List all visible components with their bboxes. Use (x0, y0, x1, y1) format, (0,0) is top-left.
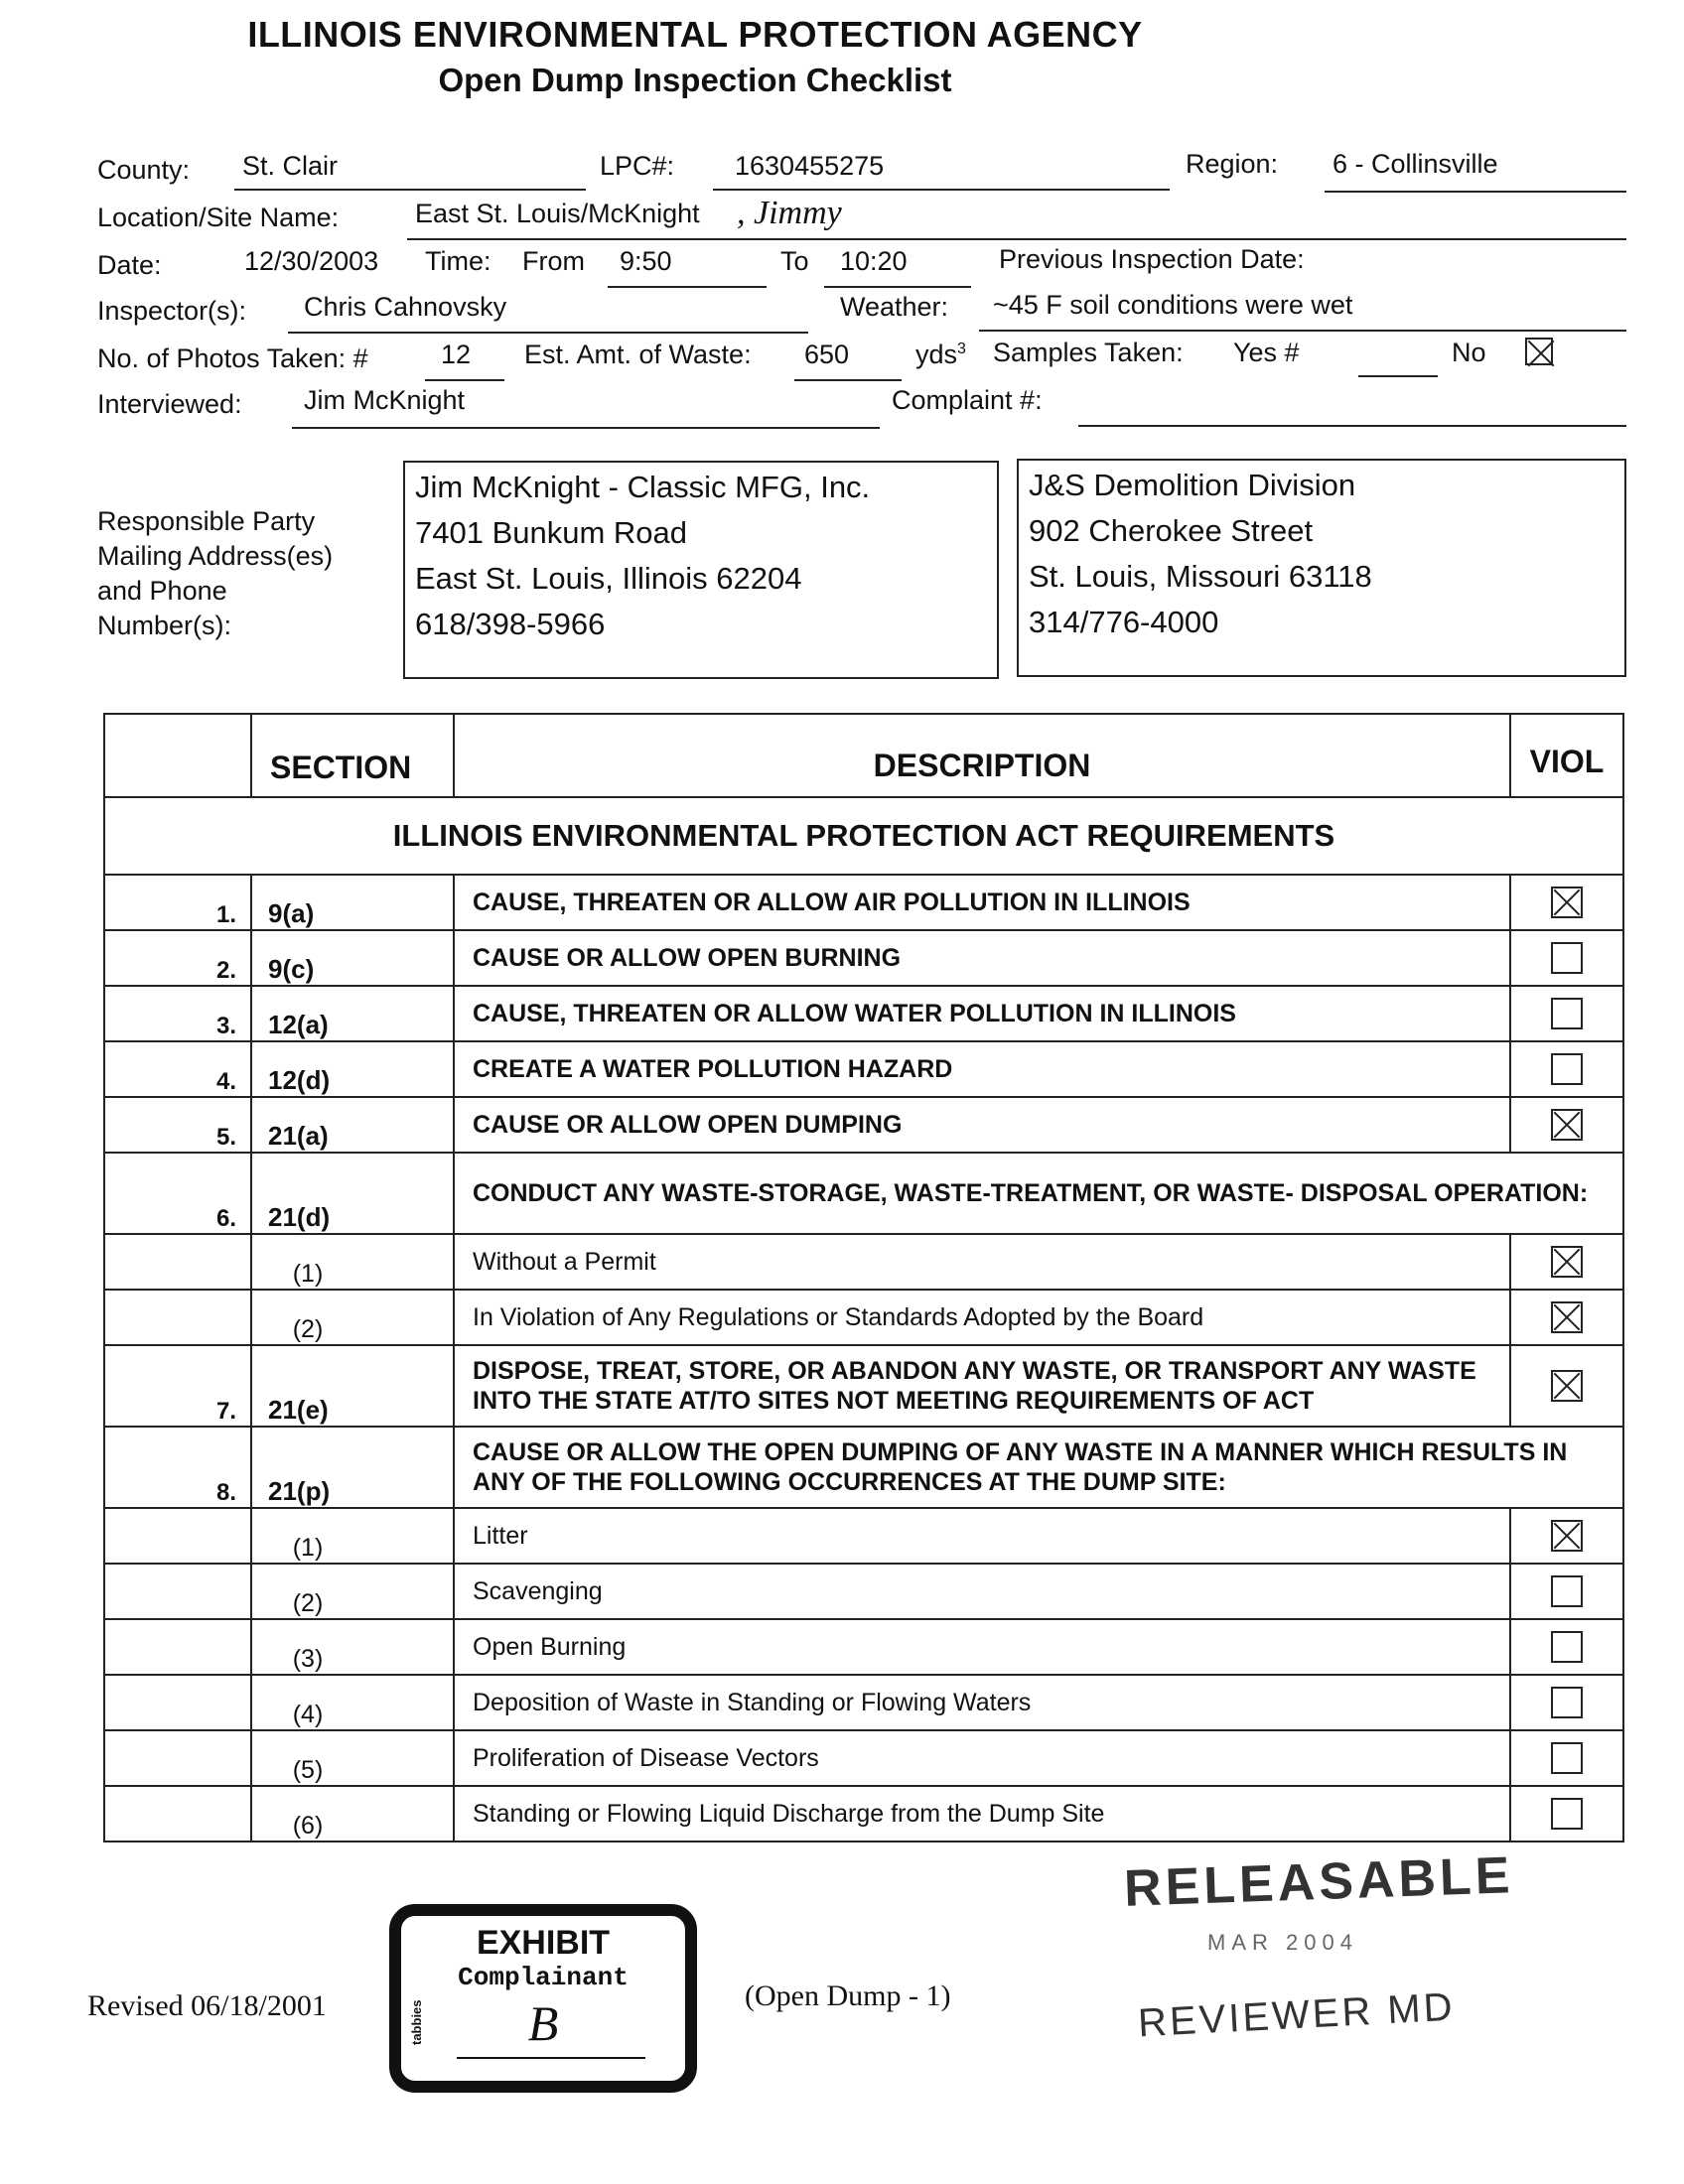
row-description: Without a Permit (454, 1234, 1510, 1290)
requirements-table (103, 713, 1624, 1843)
county-label: County: (97, 155, 191, 185)
row-viol-cell (1510, 1041, 1623, 1097)
table-row (104, 1153, 1623, 1234)
row-number (104, 1290, 251, 1345)
header-description: DESCRIPTION (454, 714, 1510, 797)
interviewed-label: Interviewed: (97, 389, 242, 419)
weather-value: ~45 F soil conditions were wet (993, 290, 1353, 320)
weather-label: Weather: (840, 292, 949, 322)
table-row (104, 875, 1623, 930)
exhibit-sticker (389, 1904, 697, 2093)
row-number: 8. (104, 1427, 251, 1508)
party1-phone: 618/398-5966 (415, 607, 606, 641)
stamp-date: MAR 2004 (1207, 1930, 1358, 1955)
violation-checkbox[interactable] (1551, 1575, 1583, 1607)
row-description: Scavenging (454, 1564, 1510, 1619)
row-description: Open Burning (454, 1619, 1510, 1675)
party2-city: St. Louis, Missouri 63118 (1029, 559, 1372, 594)
row-subsection: (6) (251, 1786, 454, 1842)
requirements-rows (104, 875, 1623, 1842)
row-viol-cell (1510, 1234, 1623, 1290)
row-subsection: (1) (251, 1508, 454, 1564)
row-viol-cell (1510, 1675, 1623, 1730)
violation-checkbox[interactable] (1551, 1687, 1583, 1718)
row-number: 7. (104, 1345, 251, 1427)
row-subsection: (2) (251, 1564, 454, 1619)
region-value: 6 - Collinsville (1333, 149, 1498, 179)
inspector-label: Inspector(s): (97, 296, 247, 326)
row-number: 4. (104, 1041, 251, 1097)
row-section: 21(p) (251, 1427, 454, 1508)
violation-checkbox[interactable] (1551, 942, 1583, 974)
party2-phone: 314/776-4000 (1029, 605, 1219, 639)
row-viol-cell (1510, 930, 1623, 986)
row-description: Proliferation of Disease Vectors (454, 1730, 1510, 1786)
photos-label: No. of Photos Taken: # (97, 343, 368, 373)
row-section: 9(a) (251, 875, 454, 930)
violation-checkbox[interactable] (1551, 1742, 1583, 1774)
row-description: In Violation of Any Regulations or Standards Adopted by the Board (454, 1290, 1510, 1345)
violation-checkbox[interactable] (1551, 998, 1583, 1029)
violation-checkbox[interactable] (1551, 1520, 1583, 1552)
lpc-label: LPC#: (600, 151, 675, 181)
waste-unit: yds$^3$ (915, 340, 966, 369)
table-row (104, 1675, 1623, 1730)
row-description: Standing or Flowing Liquid Discharge from the Dump Site (454, 1786, 1510, 1842)
violation-checkbox[interactable] (1551, 1631, 1583, 1663)
responsible-party-2-box (1017, 459, 1626, 677)
violation-checkbox[interactable] (1551, 1246, 1583, 1278)
table-row (104, 1290, 1623, 1345)
row-section: 21(a) (251, 1097, 454, 1153)
county-value: St. Clair (242, 151, 339, 181)
exhibit-letter: B (527, 1995, 559, 2051)
table-row (104, 1041, 1623, 1097)
photos-value: 12 (441, 340, 472, 369)
time-from-value: 9:50 (620, 246, 672, 276)
violation-checkbox[interactable] (1551, 887, 1583, 918)
row-number (104, 1675, 251, 1730)
row-viol-cell (1510, 1290, 1623, 1345)
violation-checkbox[interactable] (1551, 1109, 1583, 1141)
header-viol: VIOL (1510, 714, 1623, 797)
row-description: Deposition of Waste in Standing or Flowing Waters (454, 1675, 1510, 1730)
row-description: CAUSE, THREATEN OR ALLOW AIR POLLUTION IN ILLINOIS (454, 875, 1510, 930)
row-number (104, 1730, 251, 1786)
exhibit-party: Complainant (458, 1963, 629, 1992)
page-label: (Open Dump - 1) (745, 1979, 951, 2012)
row-number: 5. (104, 1097, 251, 1153)
row-number (104, 1564, 251, 1619)
row-viol-cell (1510, 1345, 1623, 1427)
time-from-label: From (522, 246, 585, 276)
row-subsection: (1) (251, 1234, 454, 1290)
row-description: Litter (454, 1508, 1510, 1564)
violation-checkbox[interactable] (1551, 1798, 1583, 1830)
row-description: CAUSE OR ALLOW OPEN BURNING (454, 930, 1510, 986)
row-subsection: (4) (251, 1675, 454, 1730)
header-blank (104, 714, 251, 797)
date-value: 12/30/2003 (244, 246, 379, 276)
act-requirements-band: ILLINOIS ENVIRONMENTAL PROTECTION ACT REQUIREMENTS (104, 797, 1623, 875)
responsible-party-1-box (403, 461, 999, 679)
lpc-value: 1630455275 (735, 151, 885, 181)
location-label: Location/Site Name: (97, 203, 340, 232)
row-number (104, 1234, 251, 1290)
row-description: CAUSE, THREATEN OR ALLOW WATER POLLUTION IN ILLINOIS (454, 986, 1510, 1041)
row-description: DISPOSE, TREAT, STORE, OR ABANDON ANY WASTE, OR TRANSPORT ANY WASTE INTO THE STATE AT/TO SITES NOT MEETING REQUIREMENTS OF ACT (454, 1345, 1510, 1427)
samples-yes-label: Yes # (1233, 338, 1300, 367)
agency-title: ILLINOIS ENVIRONMENTAL PROTECTION AGENCY (247, 14, 1143, 55)
row-viol-cell (1510, 1508, 1623, 1564)
table-row (104, 1427, 1623, 1508)
row-viol-cell (1510, 986, 1623, 1041)
row-viol-cell (1510, 1730, 1623, 1786)
row-number: 2. (104, 930, 251, 986)
samples-label: Samples Taken: (993, 338, 1184, 367)
table-row (104, 930, 1623, 986)
exhibit-brand: tabbies (409, 1999, 424, 2045)
time-label: Time: (425, 246, 491, 276)
waste-value: 650 (804, 340, 850, 369)
row-viol-cell (1510, 1619, 1623, 1675)
row-number: 1. (104, 875, 251, 930)
table-row (104, 1564, 1623, 1619)
location-value: East St. Louis/McKnight (415, 199, 700, 228)
previous-inspection-label: Previous Inspection Date: (999, 244, 1305, 274)
party1-street: 7401 Bunkum Road (415, 515, 688, 550)
party2-name: J&S Demolition Division (1029, 468, 1356, 502)
exhibit-title: EXHIBIT (476, 1924, 611, 1962)
table-row (104, 1097, 1623, 1153)
row-number (104, 1508, 251, 1564)
table-row (104, 1508, 1623, 1564)
row-section: 12(d) (251, 1041, 454, 1097)
row-number (104, 1619, 251, 1675)
revised-date: Revised 06/18/2001 (87, 1989, 327, 2022)
row-section: 21(d) (251, 1153, 454, 1234)
released-stamp: RELEASABLE (1123, 1846, 1515, 1918)
party1-name: Jim McKnight - Classic MFG, Inc. (415, 470, 871, 504)
form-title: Open Dump Inspection Checklist (438, 62, 952, 98)
row-viol-cell (1510, 1786, 1623, 1842)
interviewed-value: Jim McKnight (304, 385, 466, 415)
region-label: Region: (1186, 149, 1279, 179)
row-section: 12(a) (251, 986, 454, 1041)
row-section: 9(c) (251, 930, 454, 986)
row-number: 6. (104, 1153, 251, 1234)
violation-checkbox[interactable] (1551, 1053, 1583, 1085)
waste-label: Est. Amt. of Waste: (524, 340, 752, 369)
violation-checkbox[interactable] (1551, 1301, 1583, 1333)
row-description: CAUSE OR ALLOW THE OPEN DUMPING OF ANY WASTE IN A MANNER WHICH RESULTS IN ANY OF THE FOLLOWING OCCURRENCES AT THE DUMP SITE: (454, 1427, 1623, 1508)
location-handwritten-note: , Jimmy (737, 195, 842, 231)
table-row (104, 986, 1623, 1041)
party1-city: East St. Louis, Illinois 62204 (415, 561, 802, 596)
table-row (104, 1619, 1623, 1675)
row-description: CREATE A WATER POLLUTION HAZARD (454, 1041, 1510, 1097)
row-description: CONDUCT ANY WASTE-STORAGE, WASTE-TREATMENT, OR WASTE- DISPOSAL OPERATION: (454, 1153, 1623, 1234)
time-to-label: To (780, 246, 809, 276)
date-label: Date: (97, 250, 162, 280)
inspector-value: Chris Cahnovsky (304, 292, 507, 322)
row-number: 3. (104, 986, 251, 1041)
row-section: 21(e) (251, 1345, 454, 1427)
header-section: SECTION (251, 714, 454, 797)
responsible-party-label: Responsible Party Mailing Address(es) and Phone Number(s): (97, 506, 334, 640)
samples-no-label: No (1452, 338, 1486, 367)
time-to-value: 10:20 (840, 246, 908, 276)
row-subsection: (5) (251, 1730, 454, 1786)
party2-street: 902 Cherokee Street (1029, 513, 1314, 548)
table-row (104, 1234, 1623, 1290)
row-viol-cell (1510, 1564, 1623, 1619)
row-viol-cell (1510, 1097, 1623, 1153)
row-description: CAUSE OR ALLOW OPEN DUMPING (454, 1097, 1510, 1153)
row-subsection: (3) (251, 1619, 454, 1675)
table-row (104, 1345, 1623, 1427)
violation-checkbox[interactable] (1551, 1370, 1583, 1402)
row-number (104, 1786, 251, 1842)
row-subsection: (2) (251, 1290, 454, 1345)
reviewed-stamp: REVIEWER MD (1137, 1984, 1457, 2046)
samples-no-checkbox[interactable] (1525, 338, 1553, 365)
row-viol-cell (1510, 875, 1623, 930)
table-row (104, 1786, 1623, 1842)
table-row (104, 1730, 1623, 1786)
complaint-label: Complaint #: (892, 385, 1043, 415)
